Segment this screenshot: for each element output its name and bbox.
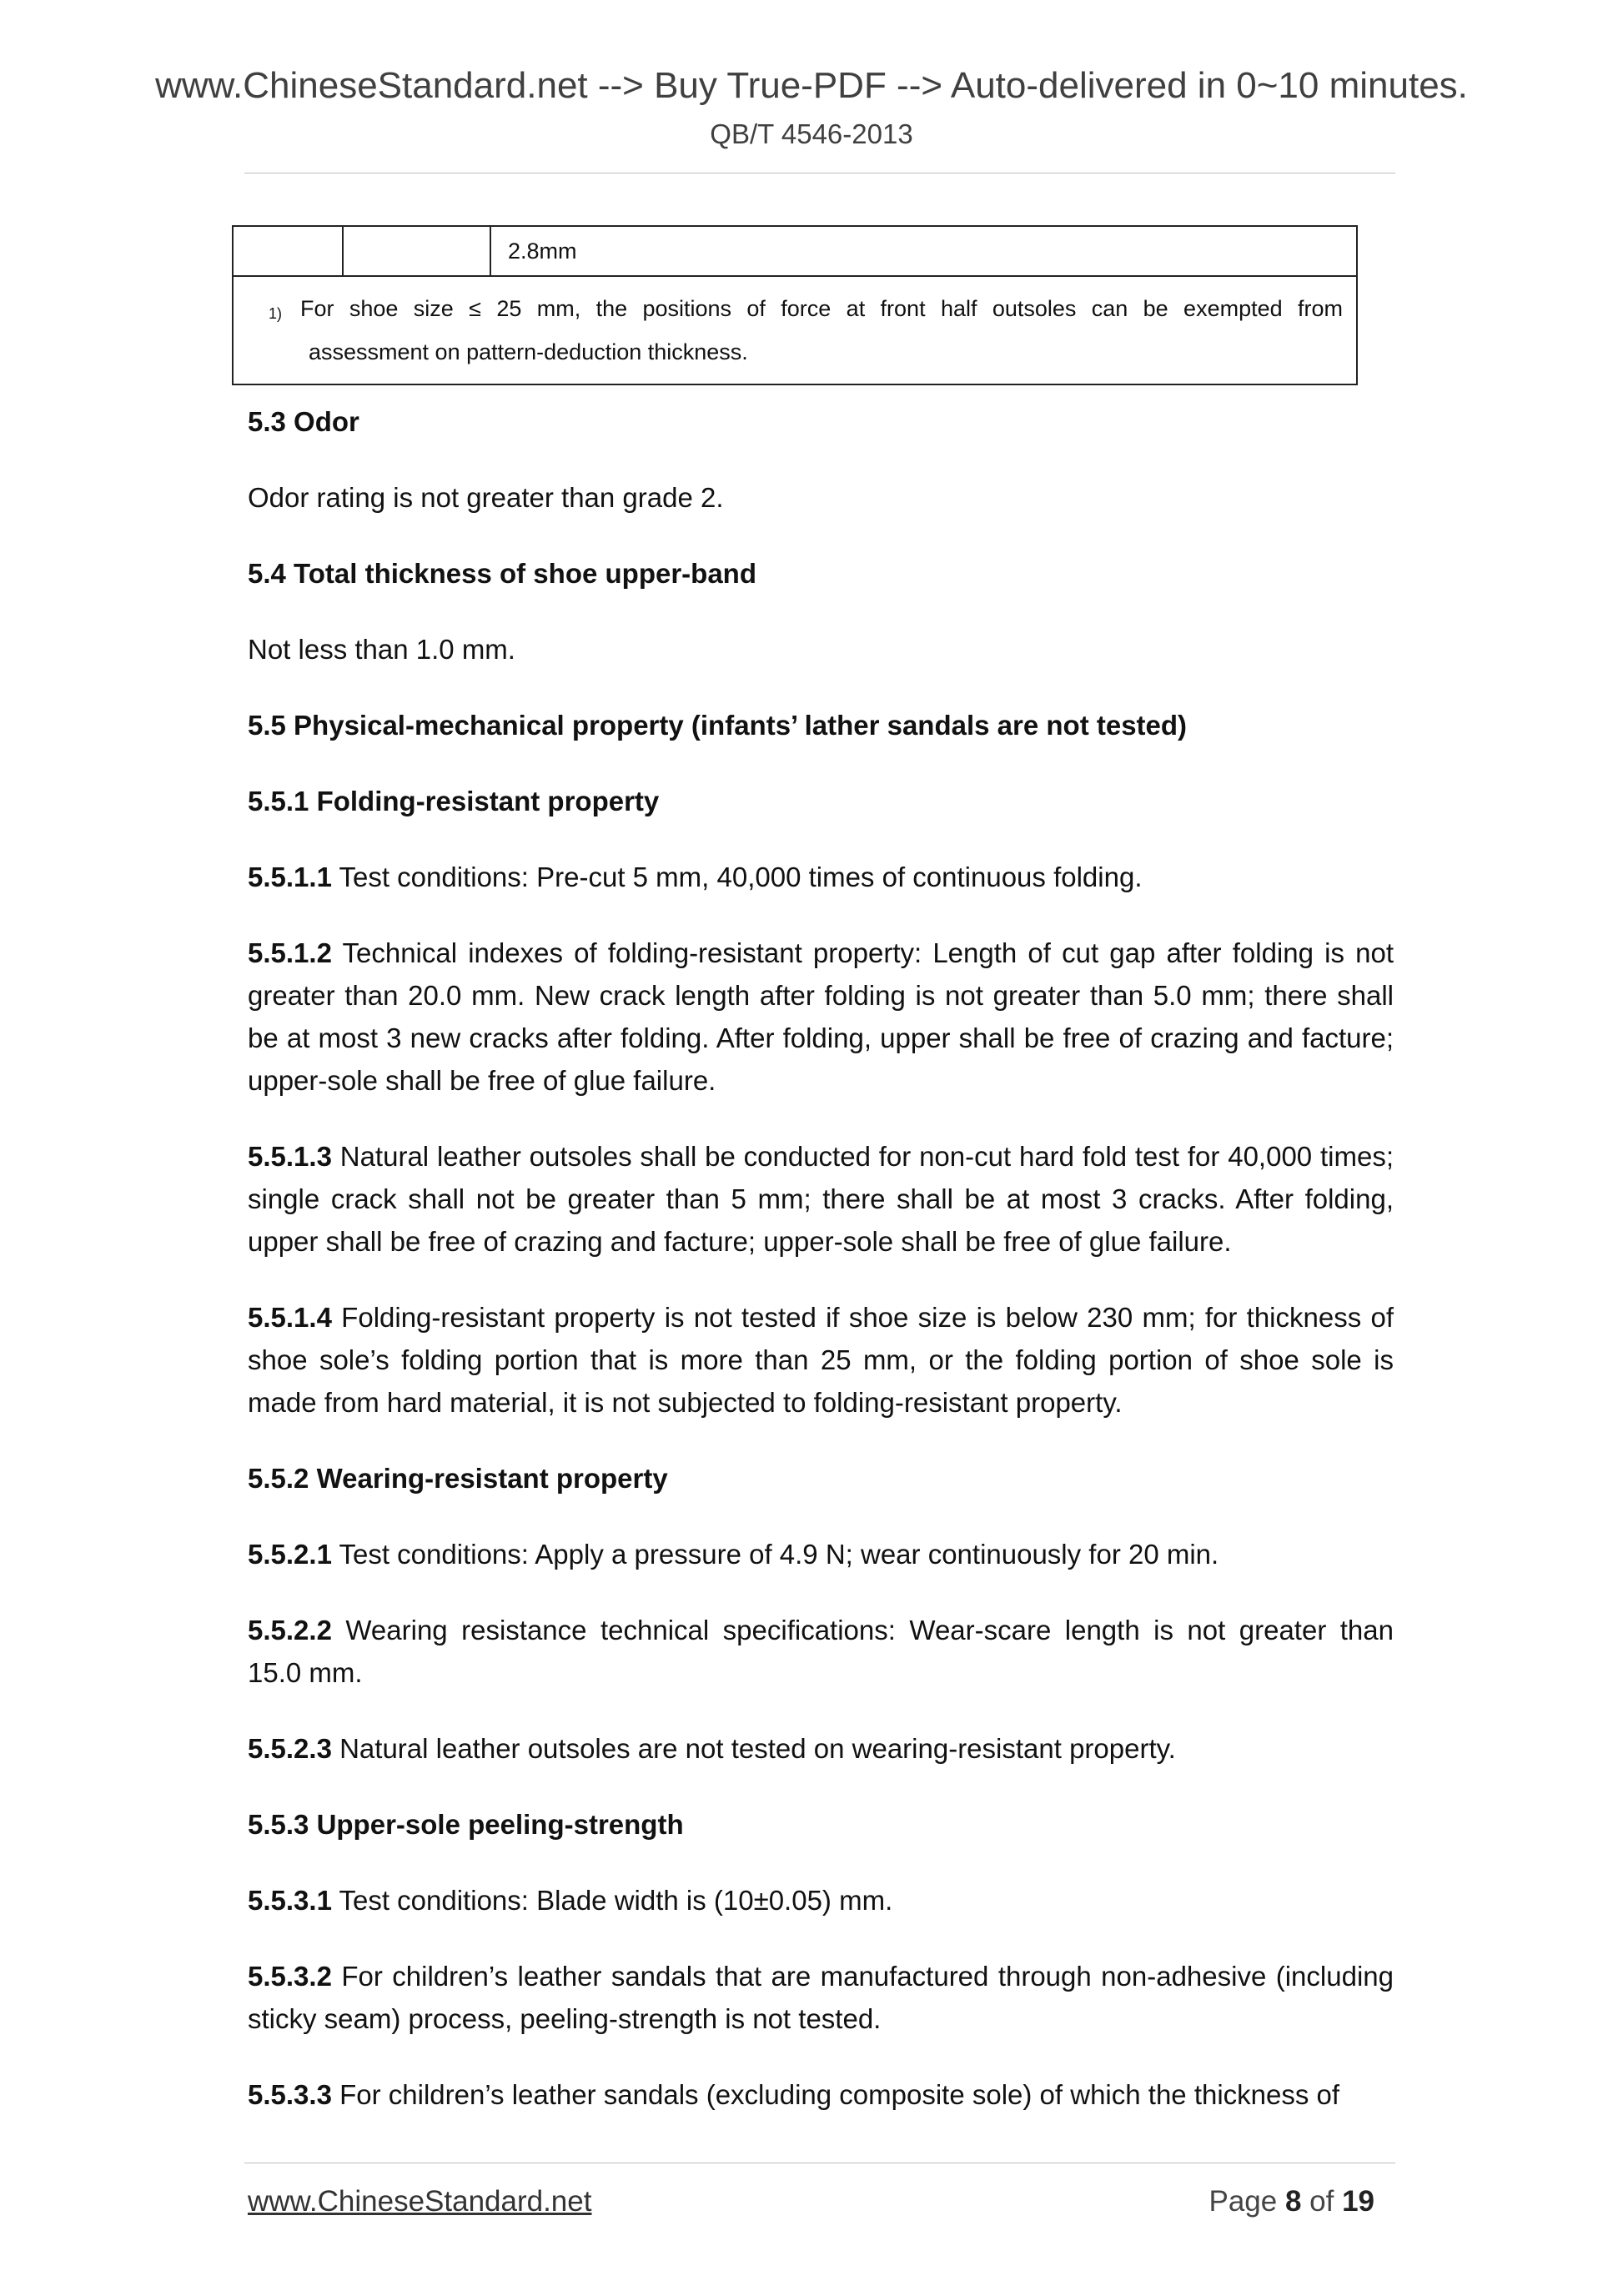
footnote-line: assessment on pattern-deduction thickness. bbox=[309, 339, 748, 364]
clause bbox=[248, 1609, 1394, 1694]
clause-text: Natural leather outsoles are not tested on wearing-resistant property. bbox=[331, 1733, 1176, 1764]
clause-number: 5.5.1.4 bbox=[248, 1302, 332, 1333]
clause-number: 5.5.1.1 bbox=[248, 862, 332, 892]
clause bbox=[248, 1135, 1394, 1263]
clause-number: 5.5.2.1 bbox=[248, 1539, 332, 1570]
clause-number: 5.5.2.2 bbox=[248, 1615, 332, 1645]
standard-code: QB/T 4546-2013 bbox=[710, 118, 913, 149]
page-indicator bbox=[1208, 2185, 1374, 2218]
clause-text: Test conditions: Blade width is (10±0.05) mm. bbox=[331, 1885, 893, 1916]
clause bbox=[248, 1533, 1394, 1575]
clause-number: 5.5.2.3 bbox=[248, 1733, 332, 1764]
section-heading: 5.3 Odor bbox=[248, 406, 359, 437]
section-heading: 5.5.1 Folding-resistant property bbox=[248, 786, 660, 816]
section-heading: 5.5 Physical-mechanical property (infants’ lather sandals are not tested) bbox=[248, 710, 1188, 741]
section-heading: 5.5.3 Upper-sole peeling-strength bbox=[248, 1809, 684, 1840]
clause bbox=[248, 1296, 1394, 1424]
page-total: 19 bbox=[1342, 2185, 1374, 2218]
page-current: 8 bbox=[1284, 2185, 1302, 2218]
clause-number: 5.5.3.1 bbox=[248, 1885, 332, 1916]
header-banner: www.ChineseStandard.net --> Buy True-PDF --> Auto-delivered in 0~10 minutes. bbox=[155, 65, 1468, 106]
clause-text: For children’s leather sandals that are manufactured through non-adhesive (including sticky seam) process, peeling-strength is not tested. bbox=[248, 1961, 1394, 2034]
section-heading: 5.4 Total thickness of shoe upper-band bbox=[248, 558, 756, 589]
clause-number: 5.5.1.2 bbox=[248, 937, 332, 968]
table-cell bbox=[233, 226, 343, 276]
page-of: of bbox=[1301, 2185, 1343, 2218]
table-row bbox=[233, 226, 1357, 276]
paragraph: Not less than 1.0 mm. bbox=[248, 634, 515, 665]
clause-number: 5.5.3.3 bbox=[248, 2079, 332, 2110]
paragraph: Odor rating is not greater than grade 2. bbox=[248, 482, 724, 513]
clause bbox=[248, 856, 1394, 898]
clause-text: Technical indexes of folding-resistant property: Length of cut gap after folding is not greater than 20.0 mm. New crack length after folding is not greater than 5.0 mm; there shall be at most 3 new cracks after folding. After folding, upper shall be free of crazing and facture; upper-sole shall be free of glue failure. bbox=[248, 937, 1394, 1096]
clause bbox=[248, 1955, 1394, 2040]
spec-table bbox=[232, 225, 1358, 385]
clause-number: 5.5.1.3 bbox=[248, 1141, 332, 1172]
clause-number: 5.5.3.2 bbox=[248, 1961, 332, 1992]
table-cell-value: 2.8mm bbox=[490, 226, 1357, 276]
page-prefix: Page bbox=[1208, 2185, 1285, 2218]
footer-site-link[interactable]: www.ChineseStandard.net bbox=[248, 2185, 592, 2218]
clause bbox=[248, 2073, 1394, 2116]
section-heading: 5.5.2 Wearing-resistant property bbox=[248, 1463, 668, 1494]
document-body bbox=[248, 400, 1394, 2149]
clause-text: Test conditions: Apply a pressure of 4.9 N; wear continuously for 20 min. bbox=[331, 1539, 1219, 1570]
clause-text: Test conditions: Pre-cut 5 mm, 40,000 times of continuous folding. bbox=[331, 862, 1143, 892]
clause bbox=[248, 1727, 1394, 1770]
clause-text: Wearing resistance technical specifications: Wear-scare length is not greater than 15.0 mm. bbox=[248, 1615, 1394, 1688]
footnote-marker: 1) bbox=[269, 305, 283, 322]
table-footnote bbox=[233, 276, 1357, 384]
table-footnote-row bbox=[233, 276, 1357, 384]
clause-text: For children’s leather sandals (excluding composite sole) of which the thickness of bbox=[331, 2079, 1340, 2110]
footnote-line: For shoe size ≤ 25 mm, the positions of force at front half outsoles can be exempted from bbox=[300, 296, 1343, 321]
clause bbox=[248, 932, 1394, 1102]
clause-text: Folding-resistant property is not tested if shoe size is below 230 mm; for thickness of shoe sole’s folding portion that is more than 25 mm, or the folding portion of shoe sole is made from hard material, it is not subjected to folding-resistant property. bbox=[248, 1302, 1394, 1418]
clause bbox=[248, 1879, 1394, 1922]
clause-text: Natural leather outsoles shall be conducted for non-cut hard fold test for 40,000 times; single crack shall not be greater than 5 mm; there shall be at most 3 cracks. After folding, upper shall be free of crazing and facture; upper-sole shall be free of glue failure. bbox=[248, 1141, 1394, 1257]
table-cell bbox=[343, 226, 490, 276]
